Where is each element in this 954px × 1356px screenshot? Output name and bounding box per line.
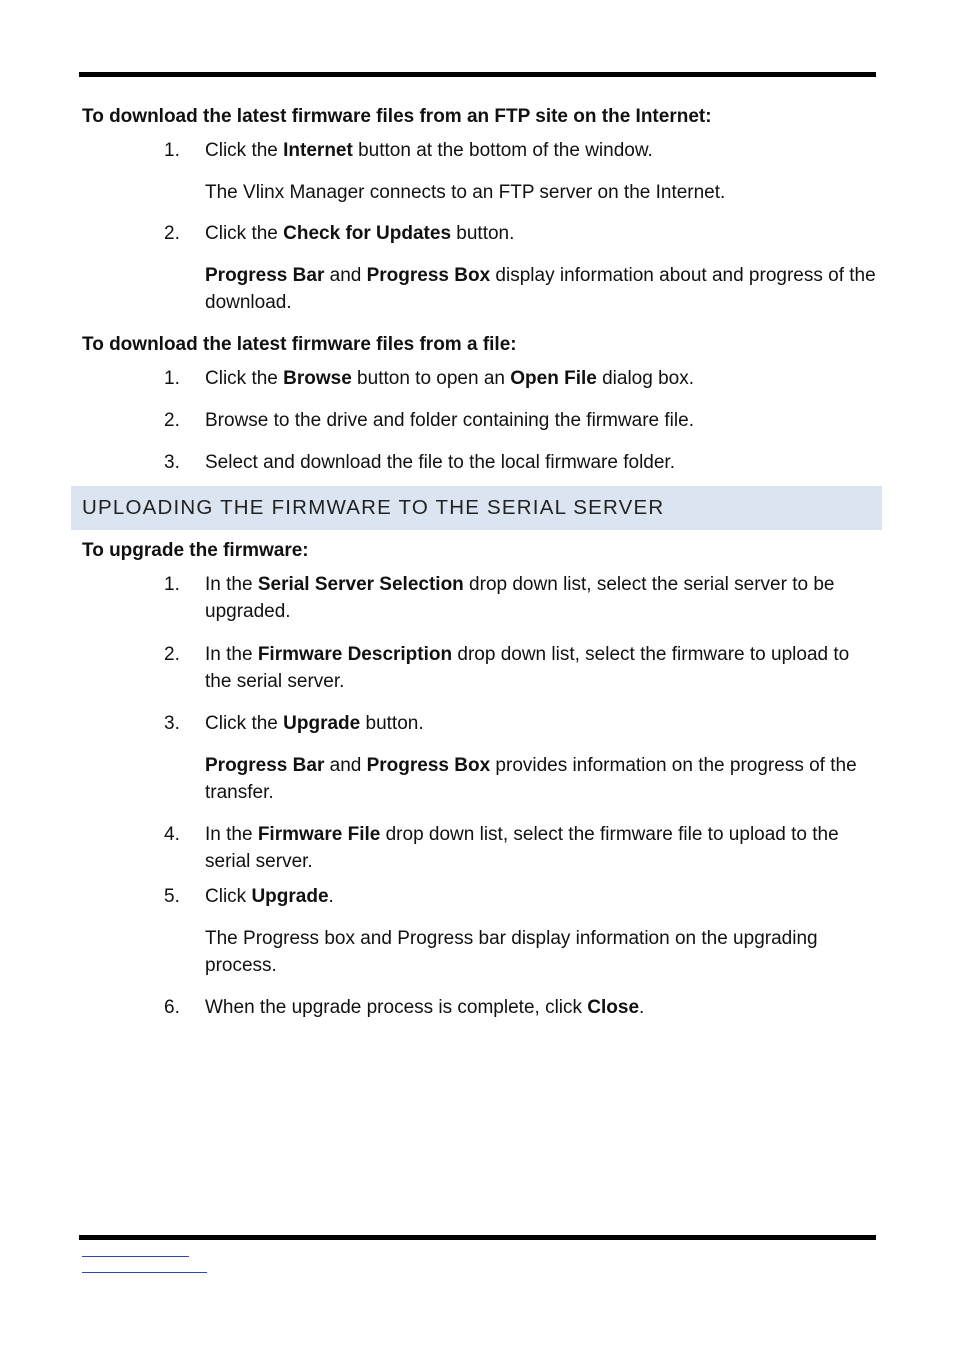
file-heading: To download the latest firmware files from a file: [82, 334, 517, 355]
upgrade-step-3: Click the Upgrade button. [205, 713, 424, 734]
footer-link-underline[interactable] [82, 1272, 207, 1273]
header-rule [79, 72, 876, 77]
upgrade-step-4: In the Firmware File drop down list, select the firmware file to upload to the serial server. [205, 824, 839, 872]
section-band [71, 486, 882, 530]
ftp-step-2-note: Progress Bar and Progress Box display information about and progress of the download. [205, 265, 876, 313]
upgrade-heading: To upgrade the firmware: [82, 540, 309, 561]
upgrade-step-number: 1. [164, 574, 180, 595]
file-step-number: 3. [164, 452, 180, 473]
upgrade-step-number: 5. [164, 886, 180, 907]
upgrade-step-number: 6. [164, 997, 180, 1018]
upgrade-step-number: 3. [164, 713, 180, 734]
ftp-step-1: Click the Internet button at the bottom of the window. [205, 140, 653, 161]
ftp-step-1-note: The Vlinx Manager connects to an FTP server on the Internet. [205, 182, 726, 203]
upgrade-step-number: 2. [164, 644, 180, 665]
file-step-3: Select and download the file to the local firmware folder. [205, 452, 675, 473]
upgrade-step-6: When the upgrade process is complete, click Close. [205, 997, 645, 1018]
file-step-number: 2. [164, 410, 180, 431]
ftp-step-2: Click the Check for Updates button. [205, 223, 515, 244]
footer-rule [79, 1235, 876, 1240]
ftp-step-number: 2. [164, 223, 180, 244]
footer-link-underline[interactable] [82, 1256, 189, 1257]
ftp-heading: To download the latest firmware files from an FTP site on the Internet: [82, 106, 712, 127]
file-step-number: 1. [164, 368, 180, 389]
upgrade-step-5: Click Upgrade. [205, 886, 334, 907]
upgrade-step-1: In the Serial Server Selection drop down list, select the serial server to be upgraded. [205, 574, 835, 622]
file-step-2: Browse to the drive and folder containing the firmware file. [205, 410, 694, 431]
upgrade-step-2: In the Firmware Description drop down list, select the firmware to upload to the serial server. [205, 644, 850, 692]
file-step-1: Click the Browse button to open an Open File dialog box. [205, 368, 695, 389]
ftp-step-number: 1. [164, 140, 180, 161]
upgrade-step-3-note: Progress Bar and Progress Box provides information on the progress of the transfer. [205, 755, 857, 803]
section-title: UPLOADING THE FIRMWARE TO THE SERIAL SERVER [82, 496, 665, 519]
upgrade-step-5-note: The Progress box and Progress bar display information on the upgrading process. [205, 928, 818, 976]
upgrade-step-number: 4. [164, 824, 180, 845]
